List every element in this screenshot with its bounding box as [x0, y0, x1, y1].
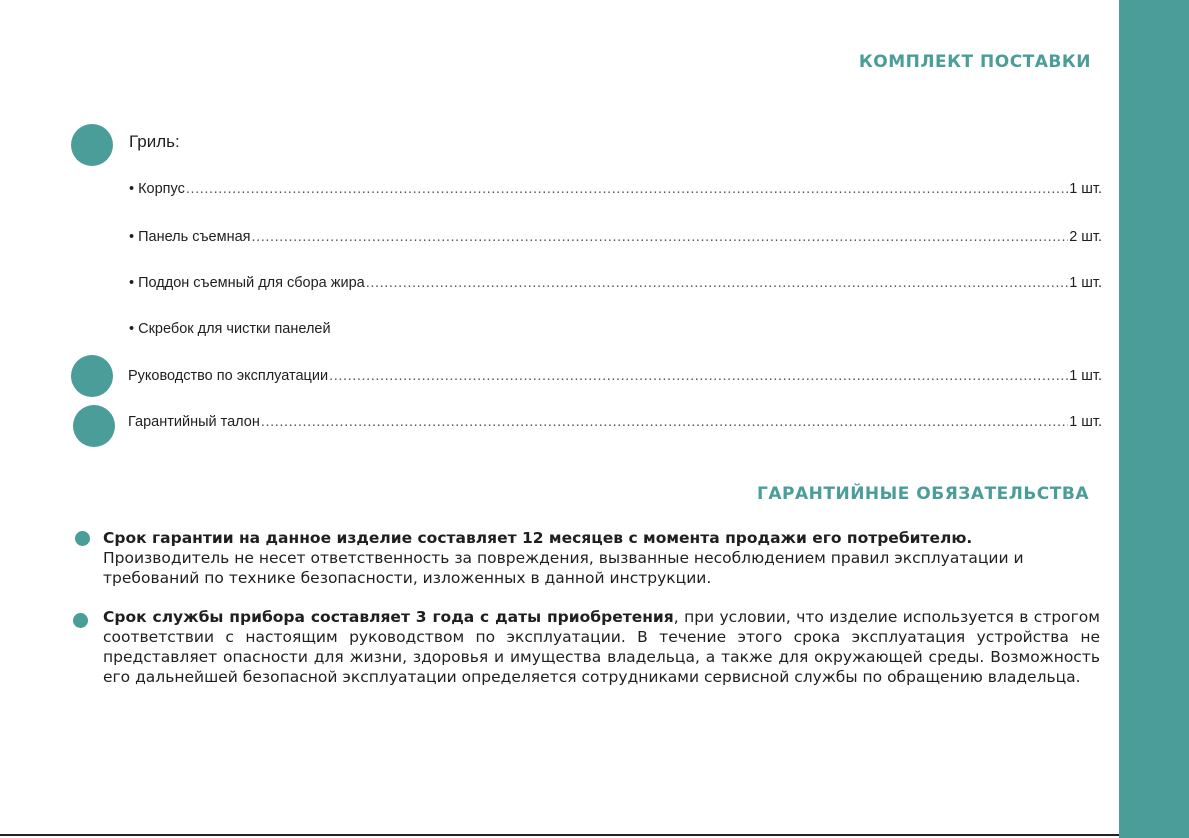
warranty-term-bold: Срок гарантии на данное изделие составляет 12 месяцев с момента продажи его потребителю.: [103, 529, 973, 547]
delivery-section-title: КОМПЛЕКТ ПОСТАВКИ: [858, 52, 1091, 72]
item-qty: 2 шт.: [1069, 229, 1102, 245]
warranty-card-bullet-icon: [73, 405, 115, 447]
grill-bullet-icon: [71, 124, 113, 166]
item-label: • Корпус: [129, 181, 185, 197]
item-label: Руководство по эксплуатации: [128, 368, 329, 384]
dot-leader: [186, 181, 1068, 197]
item-label: • Панель съемная: [129, 229, 251, 245]
list-item-body: [129, 181, 1102, 197]
paragraph-bullet-icon: [75, 531, 90, 546]
item-qty: 1 шт.: [1069, 181, 1102, 197]
service-life-bold: Срок службы прибора составляет 3 года с даты приобретения: [103, 608, 674, 626]
service-life-paragraph: [103, 607, 1100, 687]
item-label: Гарантийный талон: [128, 414, 260, 430]
side-color-band: [1119, 0, 1189, 838]
item-qty: 1 шт.: [1069, 368, 1102, 384]
list-item-warranty-card: [128, 414, 1102, 430]
item-label: • Поддон съемный для сбора жира: [129, 275, 365, 291]
bottom-rule: [0, 834, 1119, 836]
grill-heading: Гриль:: [129, 132, 180, 151]
warranty-term-text: Производитель не несет ответственность за повреждения, вызванные несоблюдением правил эксплуатации и требований по технике безопасности, изложенных в данной инструкции.: [103, 549, 1024, 587]
list-item-scraper: [129, 321, 331, 337]
list-item-tray: [129, 275, 1102, 291]
warranty-paragraph: [103, 528, 1100, 588]
paragraph-bullet-icon: [73, 613, 88, 628]
dot-leader: [252, 229, 1069, 245]
warranty-section-title: ГАРАНТИЙНЫЕ ОБЯЗАТЕЛЬСТВА: [757, 484, 1089, 504]
list-item-panel: [129, 229, 1102, 245]
item-qty: 1 шт.: [1069, 275, 1102, 291]
manual-bullet-icon: [71, 355, 113, 397]
list-item-manual: [128, 368, 1102, 384]
service-life-text: , при условии, что изделие используется в строгом соответствии с настоящим руководством по эксплуатации. В течение этого срока эксплуатация устройства не представляет опасности для жизни, здоровья и имущества владельца, а также для окружающей среды. Возможность его дальнейшей безопасной эксплуатации определяется сотрудниками сервисной службы по обращению владельца.: [103, 608, 1100, 686]
dot-leader: [329, 368, 1068, 384]
dot-leader: [366, 275, 1069, 291]
item-label: • Скребок для чистки панелей: [129, 321, 331, 337]
item-qty: 1 шт.: [1069, 414, 1102, 430]
dot-leader: [261, 414, 1068, 430]
